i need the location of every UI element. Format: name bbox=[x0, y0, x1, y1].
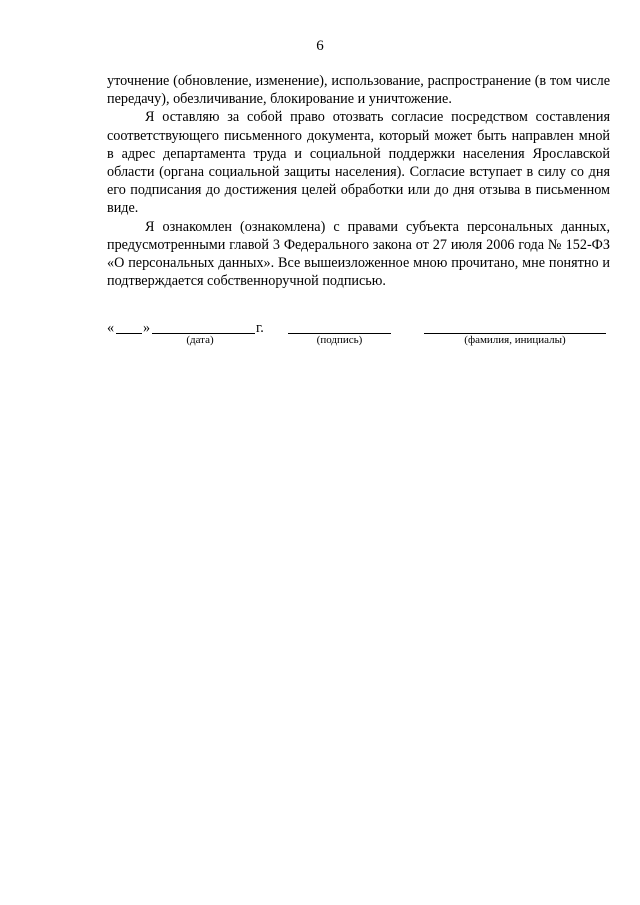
date-day-field[interactable] bbox=[116, 333, 142, 334]
date-open-quote: « bbox=[107, 320, 115, 336]
paragraph-processing-actions: уточнение (обновление, изменение), использование, распространение (в том числе передачу), обезличивание, блокирование и уничтожение. bbox=[107, 73, 610, 108]
document-body bbox=[107, 72, 610, 290]
date-year-suffix: г. bbox=[256, 320, 264, 336]
date-close-quote: » bbox=[143, 320, 151, 336]
date-caption: (дата) bbox=[186, 334, 214, 346]
paragraph-acknowledgement: Я ознакомлен (ознакомлена) с правами субъекта персональных данных, предусмотренными главой 3 Федерального закона от 27 июля 2006 года № 152-ФЗ «О персональных данных». Все вышеизложенное мною прочитано, мне понятно и подтверждается собственноручной подписью. bbox=[107, 218, 610, 290]
page-number: 6 bbox=[316, 38, 324, 54]
paragraph-consent-revocation: Я оставляю за собой право отозвать согласие посредством составления соответствующего письменного документа, который может быть направлен мной в адрес департамента труда и социальной поддержки населения Ярославской области (органа социальной защиты населения). Согласие вступает в силу со дня его подписания до достижения целей обработки или до дня отзыва в письменном виде. bbox=[107, 109, 610, 217]
signature-caption: (подпись) bbox=[316, 334, 363, 346]
full-name-caption: (фамилия, инициалы) bbox=[464, 334, 566, 346]
signature-block bbox=[0, 319, 640, 359]
